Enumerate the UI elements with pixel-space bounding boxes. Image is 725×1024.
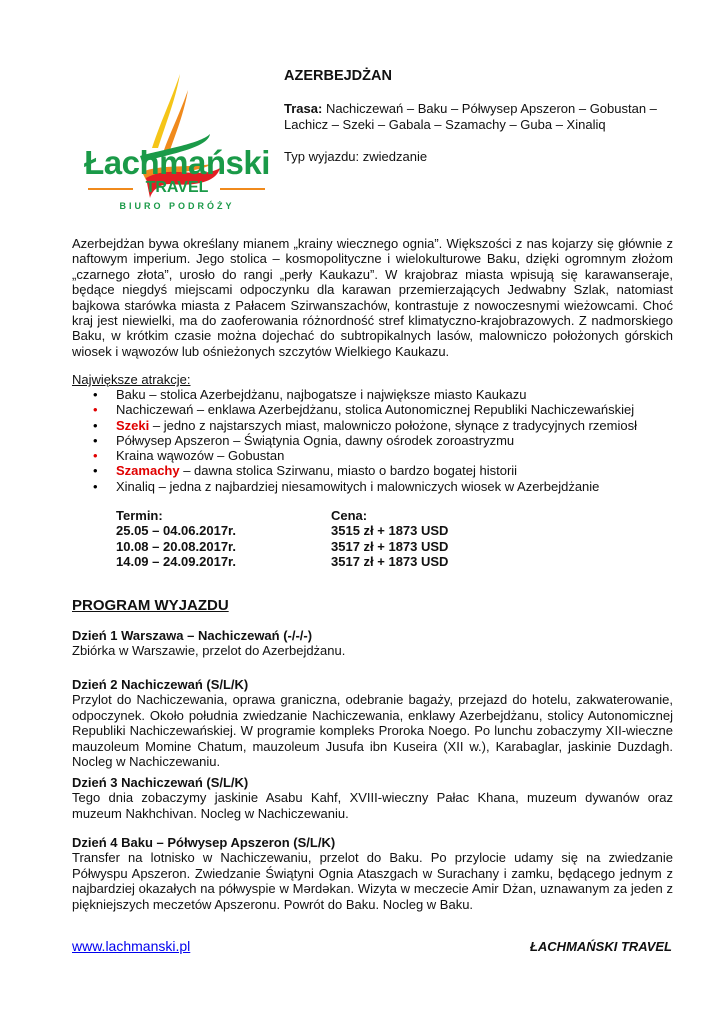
attraction-text: Xinaliq – jedna z najbardziej niesamowitych i malowniczych wiosek w Azerbejdżanie — [116, 478, 600, 494]
day-title: Dzień 1 Warszawa – Nachiczewań (-/-/-) — [72, 628, 313, 643]
attractions-heading: Największe atrakcje: — [72, 372, 191, 387]
attraction-text: Kraina wąwozów – Gobustan — [116, 448, 285, 464]
price-row: 3517 zł + 1873 USD — [331, 553, 449, 569]
attraction-item — [72, 479, 673, 494]
dates-heading: Termin: — [116, 508, 163, 523]
attraction-item — [72, 418, 673, 433]
attraction-item — [72, 433, 673, 448]
date-row: 25.05 – 04.06.2017r. — [116, 523, 237, 539]
day-text: Tego dnia zobaczymy jaskinie Asabu Kahf, XVIII-wieczny Pałac Khana, muzeum dywanów oraz muzeum Nakhchivan. Nocleg w Nachiczewaniu. — [72, 790, 673, 821]
attractions-list — [72, 387, 673, 494]
footer-brand: ŁACHMAŃSKI TRAVEL — [529, 939, 672, 954]
attraction-item — [72, 463, 673, 478]
day-text: Zbiórka w Warszawie, przelot do Azerbejdżanu. — [72, 643, 346, 659]
day-text: Transfer na lotnisko w Nachiczewaniu, przelot do Baku. Po przylocie udamy się na zwiedzanie Półwyspu Apszeron. Zwiedzanie Świątyni Ognia Ataszgach w Surachany i zamku, będącego jednym z najbardziej okazałych na półwyspie w Mərdəkan. Wizyta w meczecie Amir Dżan, uznawanym za jeden z piękniejszych meczetów Apszeronu. Powrót do Baku. Nocleg w Baku. — [72, 850, 673, 912]
route-label: Trasa: — [284, 101, 323, 116]
logo-sub: TRAVEL — [145, 179, 209, 196]
dates-column — [116, 508, 236, 569]
day-title: Dzień 2 Nachiczewań (S/L/K) — [72, 677, 249, 692]
route — [284, 101, 674, 133]
day-2 — [72, 677, 673, 769]
bullet-icon: • — [93, 417, 98, 433]
attraction-text: – dawna stolica Szirwanu, miasto o bardzo bogatej historii — [179, 463, 518, 479]
day-3 — [72, 775, 673, 821]
day-1 — [72, 628, 673, 659]
logo-tagline: BIURO PODRÓŻY — [119, 201, 235, 211]
route-text: Nachiczewań – Baku – Półwysep Apszeron – Gobustan – Lachicz – Szeki – Gabala – Szamachy – Guba – Xinaliq — [284, 101, 657, 132]
bullet-icon: • — [93, 463, 98, 479]
day-title: Dzień 3 Nachiczewań (S/L/K) — [72, 775, 249, 790]
logo-name: Łachmański — [84, 144, 270, 181]
attraction-highlight: Szeki — [116, 417, 150, 433]
date-row: 10.08 – 20.08.2017r. — [116, 538, 237, 554]
price-row: 3515 zł + 1873 USD — [331, 523, 449, 539]
bullet-icon: • — [93, 387, 98, 402]
website-link[interactable]: www.lachmanski.pl — [72, 938, 191, 954]
program-heading: PROGRAM WYJAZDU — [72, 597, 229, 614]
day-4 — [72, 835, 673, 912]
trip-type: Typ wyjazdu: zwiedzanie — [284, 149, 428, 164]
intro-paragraph: Azerbejdżan bywa określany mianem „krainy wiecznego ognia”. Większości z nas kojarzy się głównie z naftowym imperium. Jego stolica – kosmopolityczne i wielokulturowe Baku, dzięki ogromnym złożom „czarnego złota”, urosło do rangi „perły Kaukazu”. W krajobraz miasta wpisują się karawanseraje, będące niegdyś miejscami odpoczynku dla karawan przemierzających Jedwabny Szlak, natomiast bajkowa starówka miasta z Pałacem Szirwanszachów, kontrastuje z nowoczesnymi wieżowcami. Choć kraj jest niewielki, ma do zaoferowania różnordność stref klimatyczno-krajobrazowych. Z nadmorskiego Baku, w krótkim czasie można dojechać do subtropikalnych lasów, malowniczo położonych górskich wiosek i wąwozów lub ośnieżonych szczytów Wielkiego Kaukazu. — [72, 236, 673, 359]
bullet-icon: • — [93, 432, 98, 448]
attraction-text: Półwysep Apszeron – Świątynia Ognia, dawny ośrodek zoroastryzmu — [116, 432, 515, 448]
attraction-text: Nachiczewań – enklawa Azerbejdżanu, stolica Autonomicznej Republiki Nachiczewańskiej — [116, 402, 635, 418]
attraction-text: – jedno z najstarszych miast, malowniczo położone, słynące z tradycyjnych rzemiosł — [149, 417, 637, 433]
date-row: 14.09 – 24.09.2017r. — [116, 553, 237, 569]
prices-column — [331, 508, 448, 569]
day-text: Przylot do Nachiczewania, oprawa graniczna, odebranie bagaży, przejazd do hotelu, zakwaterowanie, odpoczynek. Około południa zwiedzanie Nachiczewania, enklawy Azerbejdżanu, stolicy Autonomicznej Republiki Nachiczewańskiej. W programie kompleks Proroka Noego. Po lunchu zobaczymy XII-wieczne mauzoleum Momine Chatum, mauzoleum Jusufa ibn Kuseira (XII w.), Karabaglar, jaskinie Duzdagh. Nocleg w Nachiczewaniu. — [72, 692, 673, 770]
day-title: Dzień 4 Baku – Półwysep Apszeron (S/L/K) — [72, 835, 336, 850]
price-row: 3517 zł + 1873 USD — [331, 538, 449, 554]
bullet-icon: • — [93, 402, 98, 418]
attraction-item — [72, 402, 673, 417]
bullet-icon: • — [93, 478, 98, 494]
page-title: AZERBEJDŻAN — [284, 68, 392, 84]
attraction-text: Baku – stolica Azerbejdżanu, najbogatsze i największe miasto Kaukazu — [116, 387, 527, 402]
attraction-item — [72, 448, 673, 463]
prices-heading: Cena: — [331, 508, 368, 523]
attraction-highlight: Szamachy — [116, 463, 180, 479]
attraction-item — [72, 387, 673, 402]
bullet-icon: • — [93, 448, 98, 464]
company-logo — [80, 68, 270, 218]
